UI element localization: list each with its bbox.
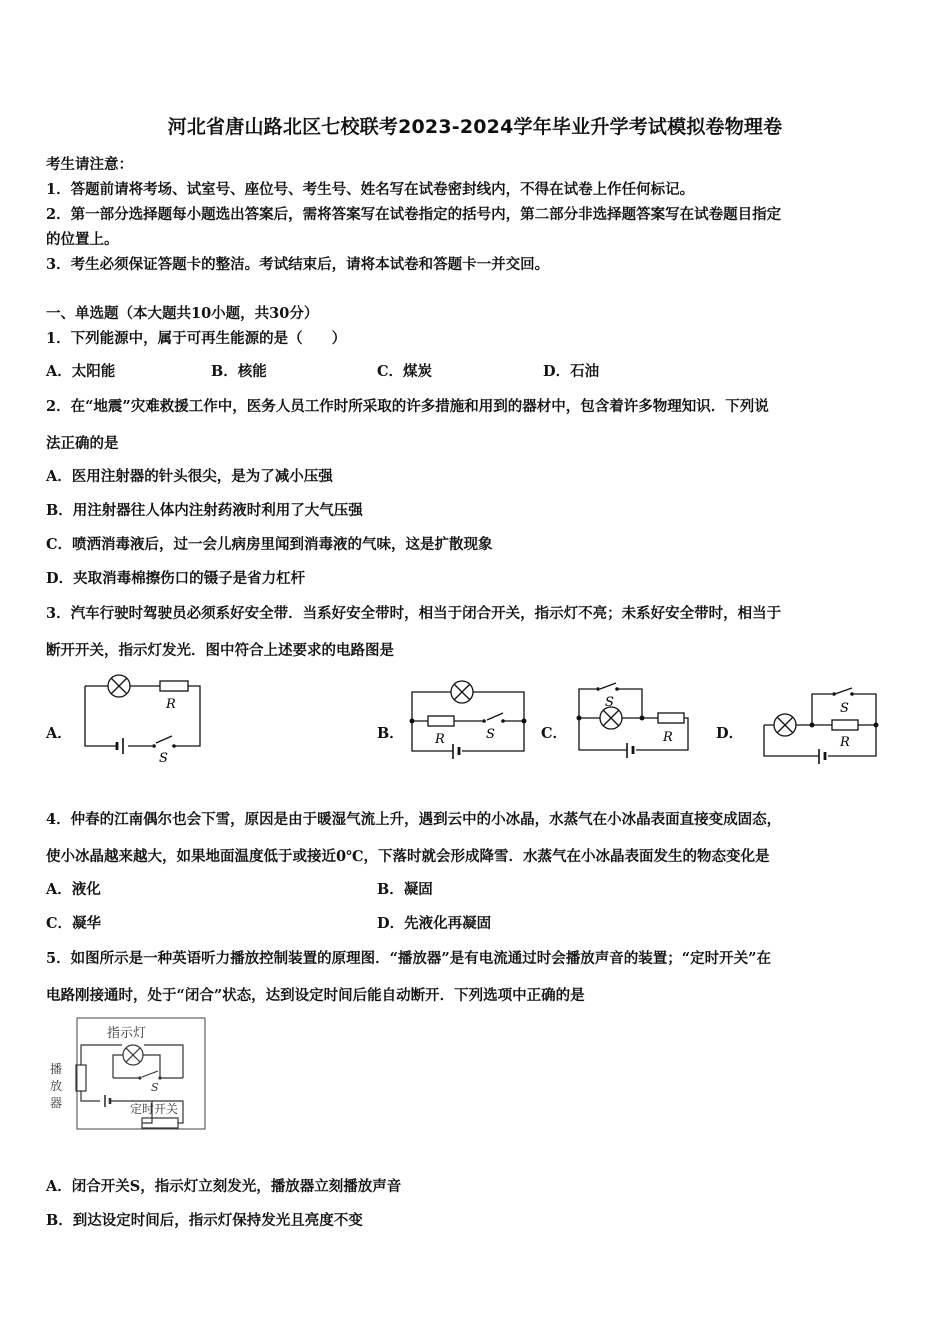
page-title: 河北省唐山路北区七校联考2023-2024学年毕业升学考试模拟卷物理卷 (167, 116, 783, 138)
notice-item-2-cont: 的位置上。 (46, 231, 119, 248)
q3-option-d-label: D． (716, 725, 744, 742)
q5-stem-line2: 电路刚接通时，处于“闭合”状态，达到设定时间后能自动断开．下列选项中正确的是 (46, 987, 585, 1004)
q1-option-a: A．太阳能 (46, 363, 116, 380)
q3-option-b-label: B． (377, 725, 404, 742)
q5-stem-line1: 5．如图所示是一种英语听力播放控制装置的原理图．“播放器”是有电流通过时会播放声音的装置；“定时开关”在 (46, 950, 771, 967)
q2-option-a: A．医用注射器的针头很尖，是为了减小压强 (46, 468, 333, 485)
q4-option-c: C．凝华 (46, 915, 102, 932)
q1-stem: 1．下列能源中，属于可再生能源的是（ ） (46, 330, 347, 347)
section-heading: 一、单选题（本大题共10小题，共30分） (46, 305, 319, 322)
notice-item-2: 2．第一部分选择题每小题选出答案后，需将答案写在试卷指定的括号内，第二部分非选择题答案写在试卷题目指定 (46, 206, 782, 223)
q1-option-b: B．核能 (211, 363, 267, 380)
q2-option-d: D．夹取消毒棉擦伤口的镊子是省力杠杆 (46, 570, 306, 587)
q5-option-a: A．闭合开关S，指示灯立刻发光，播放器立刻播放声音 (46, 1178, 402, 1195)
q5-timer-label: 定时开关 (130, 1102, 179, 1116)
q4-stem-line1: 4．仲春的江南偶尔也会下雪，原因是由于暖湿气流上升，遇到云中的小冰晶，水蒸气在小冰晶表面直接变成固态， (46, 811, 782, 828)
q3-stem-line2: 断开开关，指示灯发光．图中符合上述要求的电路图是 (46, 642, 394, 659)
q2-option-b: B．用注射器往人体内注射药液时利用了大气压强 (46, 502, 363, 519)
q5-player-char-3: 器 (50, 1096, 63, 1110)
q3-option-c-label: C． (541, 725, 568, 742)
q4-option-a: A．液化 (46, 881, 101, 898)
q5-circuit-figure (48, 1015, 213, 1135)
q5-player-char-1: 播 (50, 1062, 63, 1076)
q5-player-char-2: 放 (50, 1079, 63, 1093)
circuit-b-diagram (402, 675, 534, 770)
circuit-d-r: R (840, 735, 850, 750)
circuit-a-diagram (80, 670, 210, 770)
q5-option-b: B．到达设定时间后，指示灯保持发光且亮度不变 (46, 1212, 363, 1229)
circuit-b-s: S (486, 727, 495, 742)
circuit-c-diagram (570, 680, 698, 772)
circuit-a-s: S (159, 751, 168, 766)
circuit-d-diagram (760, 680, 885, 772)
q2-option-c: C．喷洒消毒液后，过一会儿病房里闻到消毒液的气味，这是扩散现象 (46, 536, 493, 553)
circuit-c-s: S (605, 695, 614, 710)
q3-option-a-label: A． (46, 725, 72, 742)
q2-stem-line1: 2．在“地震”灾难救援工作中，医务人员工作时所采取的许多措施和用到的器材中，包含着许多物理知识．下列说 (46, 398, 769, 415)
notice-item-1: 1．答题前请将考场、试室号、座位号、考生号、姓名写在试卷密封线内，不得在试卷上作任何标记。 (46, 181, 695, 198)
q5-lamp-label: 指示灯 (107, 1026, 147, 1041)
q4-option-b: B．凝固 (377, 881, 433, 898)
q1-option-d: D．石油 (543, 363, 600, 380)
q4-option-d: D．先液化再凝固 (377, 915, 492, 932)
notice-heading: 考生请注意： (46, 156, 133, 173)
circuit-d-s: S (840, 701, 849, 716)
q3-stem-line1: 3．汽车行驶时驾驶员必须系好安全带．当系好安全带时，相当于闭合开关，指示灯不亮；未系好安全带时，相当于 (46, 605, 782, 622)
q1-option-c: C．煤炭 (377, 363, 433, 380)
circuit-a-r: R (166, 697, 176, 712)
q2-stem-line2: 法正确的是 (46, 435, 119, 452)
q5-switch-label: S (151, 1081, 159, 1094)
notice-item-3: 3．考生必须保证答题卡的整洁。考试结束后，请将本试卷和答题卡一并交回。 (46, 256, 550, 273)
circuit-b-r: R (435, 732, 445, 747)
q4-stem-line2: 使小冰晶越来越大，如果地面温度低于或接近0℃，下落时就会形成降雪．水蒸气在小冰晶表面发生的物态变化是 (46, 848, 770, 865)
circuit-c-r: R (663, 730, 673, 745)
